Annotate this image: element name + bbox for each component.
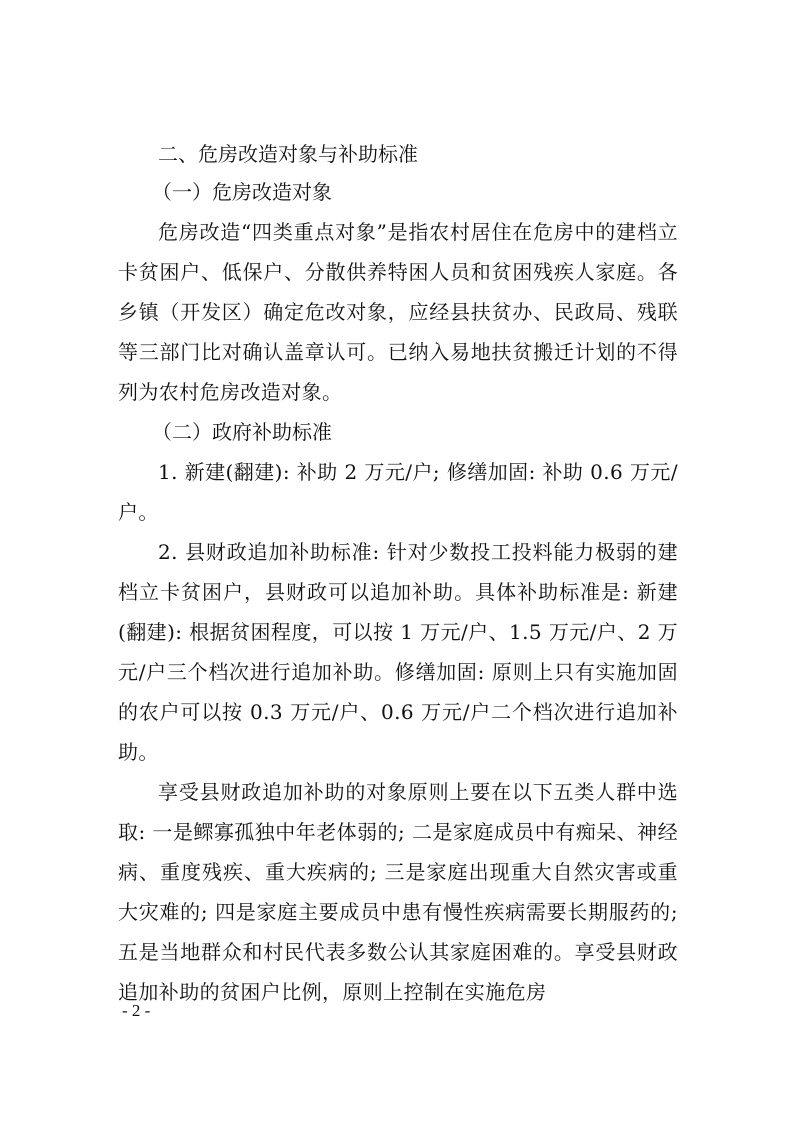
sub-heading-targets: （一）危房改造对象 [152, 180, 332, 204]
paragraph-eligibility: 享受县财政追加补助的对象原则上要在以下五类人群中选取: 一是鳏寡孤独中年老体弱的; 二是家庭成员中有痴呆、神经病、重度残疾、重大疾病的; 三是家庭出现重大自然灾害或重大灾难的; 四是家庭主要成员中患有慢性疾病需要长期服药的; 五是当地群众和村民代表多数公认其家庭困难的。享受县财政追加补助的贫困户比例，原则上控制在实施危房 [118, 780, 678, 1004]
subsidy-item-1: 1. 新建(翻建): 补助 2 万元/户; 修缮加固: 补助 0.6 万元/户。 [118, 460, 678, 524]
subsidy-item-2: 2. 县财政追加补助标准: 针对少数投工投料能力极弱的建档立卡贫困户，县财政可以追加补助。具体补助标准是: 新建(翻建): 根据贫困程度，可以按 1 万元/户、1.5 万元/户、2 万元/户三个档次进行追加补助。修缮加固: 原则上只有实施加固的农户可以按 0.3 万元/户、0.6 万元/户二个档次进行追加补助。 [118, 540, 678, 764]
sub-heading-subsidy: （二）政府补助标准 [152, 420, 332, 444]
page-number: - 2 - [122, 1001, 151, 1020]
section-heading: 二、危房改造对象与补助标准 [158, 142, 418, 166]
document-body [118, 136, 678, 1012]
paragraph-targets: 危房改造“四类重点对象”是指农村居住在危房中的建档立卡贫困户、低保户、分散供养特困人员和贫困残疾人家庭。各乡镇（开发区）确定危改对象，应经县扶贫办、民政局、残联等三部门比对确认盖章认可。已纳入易地扶贫搬迁计划的不得列为农村危房改造对象。 [118, 220, 678, 404]
